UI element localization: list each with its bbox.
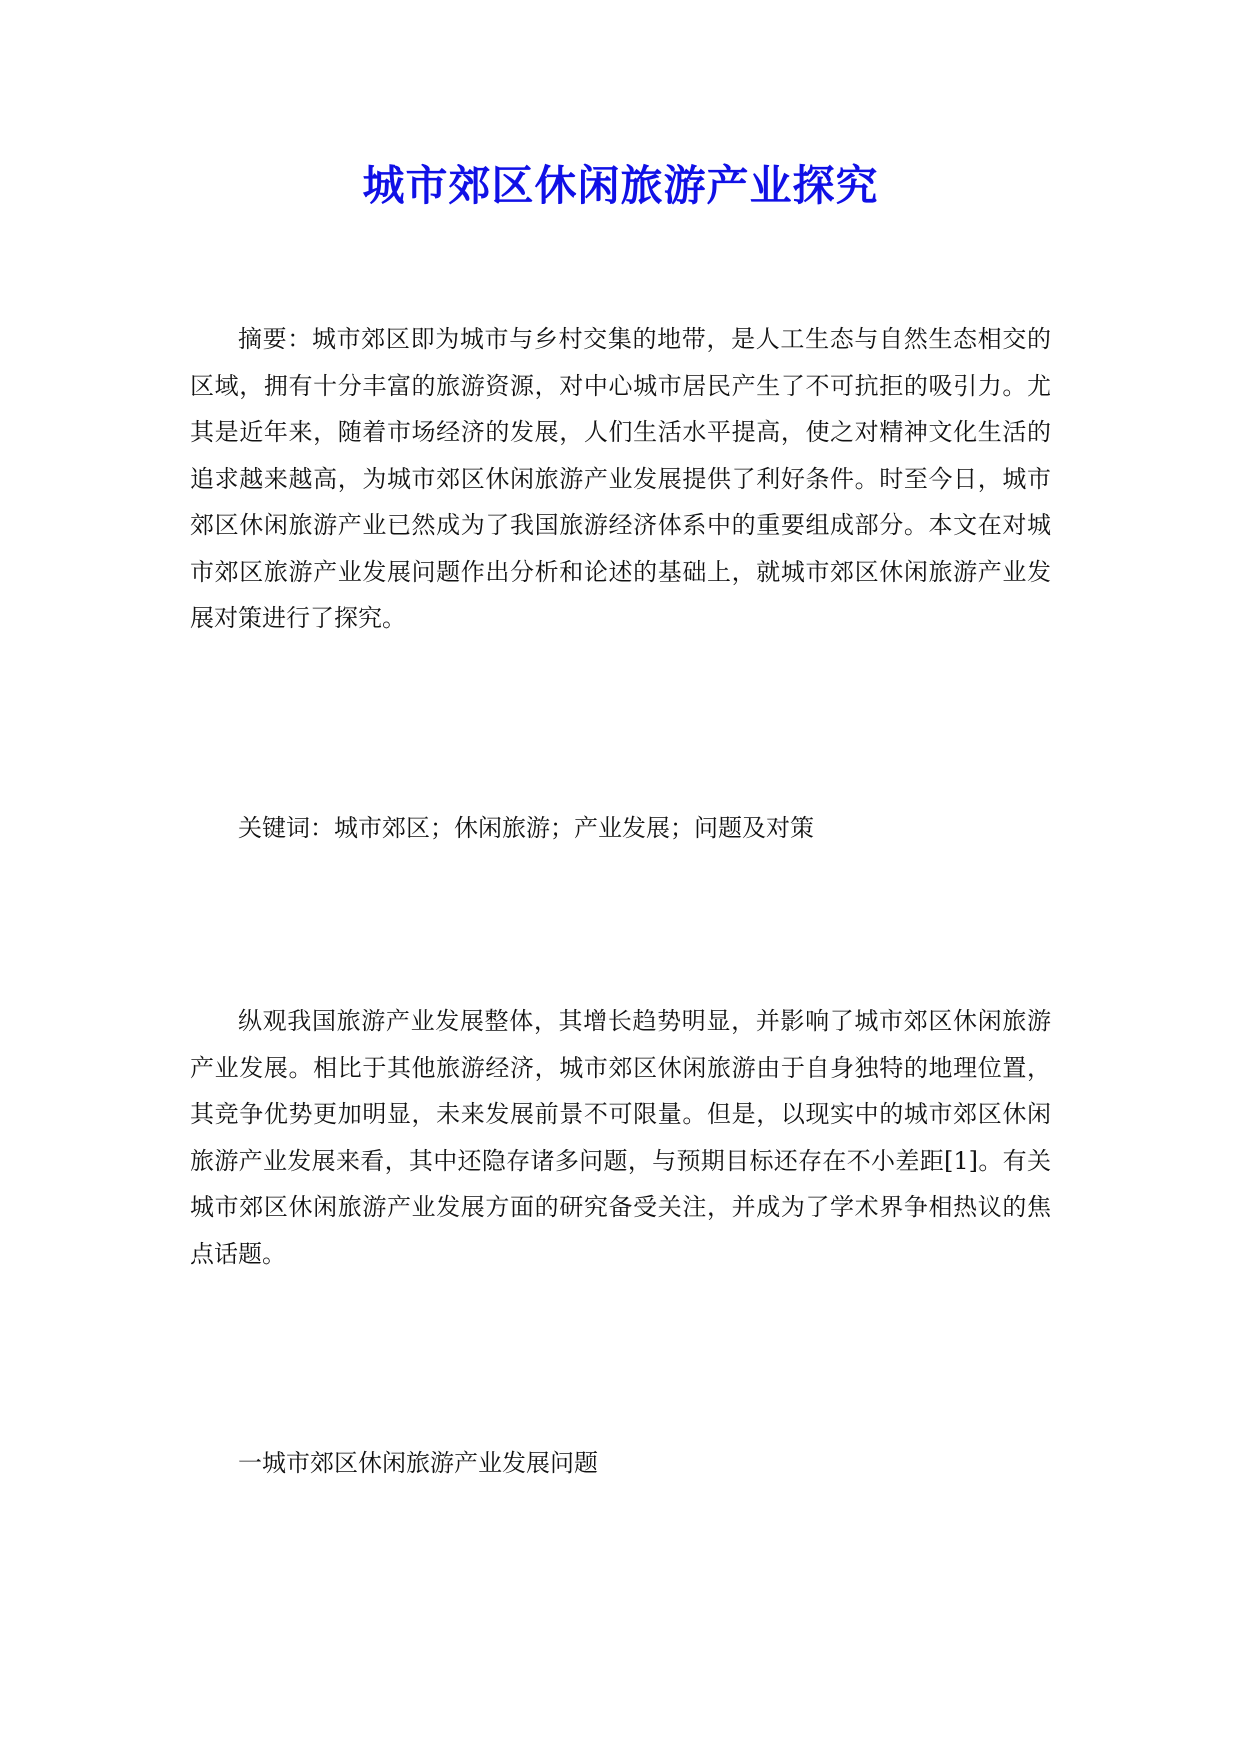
section-heading: 一城市郊区休闲旅游产业发展问题 [238,1449,598,1477]
intro-paragraph: 纵观我国旅游产业发展整体，其增长趋势明显，并影响了城市郊区休闲旅游产业发展。相比于其他旅游经济，城市郊区休闲旅游由于自身独特的地理位置，其竞争优势更加明显，未来发展前景不可限量。但是，以现实中的城市郊区休闲旅游产业发展来看，其中还隐存诸多问题，与预期目标还存在不小差距[1]。有关城市郊区休闲旅游产业发展方面的研究备受关注，并成为了学术界争相热议的焦点话题。 [190,1007,1051,1268]
abstract-paragraph: 摘要：城市郊区即为城市与乡村交集的地带，是人工生态与自然生态相交的区域，拥有十分丰富的旅游资源，对中心城市居民产生了不可抗拒的吸引力。尤其是近年来，随着市场经济的发展，人们生活水平提高，使之对精神文化生活的追求越来越高，为城市郊区休闲旅游产业发展提供了利好条件。时至今日，城市郊区休闲旅游产业已然成为了我国旅游经济体系中的重要组成部分。本文在对城市郊区旅游产业发展问题作出分析和论述的基础上，就城市郊区休闲旅游产业发展对策进行了探究。 [190,325,1051,632]
document-title: 城市郊区休闲旅游产业探究 [362,161,879,210]
keywords-line: 关键词：城市郊区；休闲旅游；产业发展；问题及对策 [238,814,814,842]
